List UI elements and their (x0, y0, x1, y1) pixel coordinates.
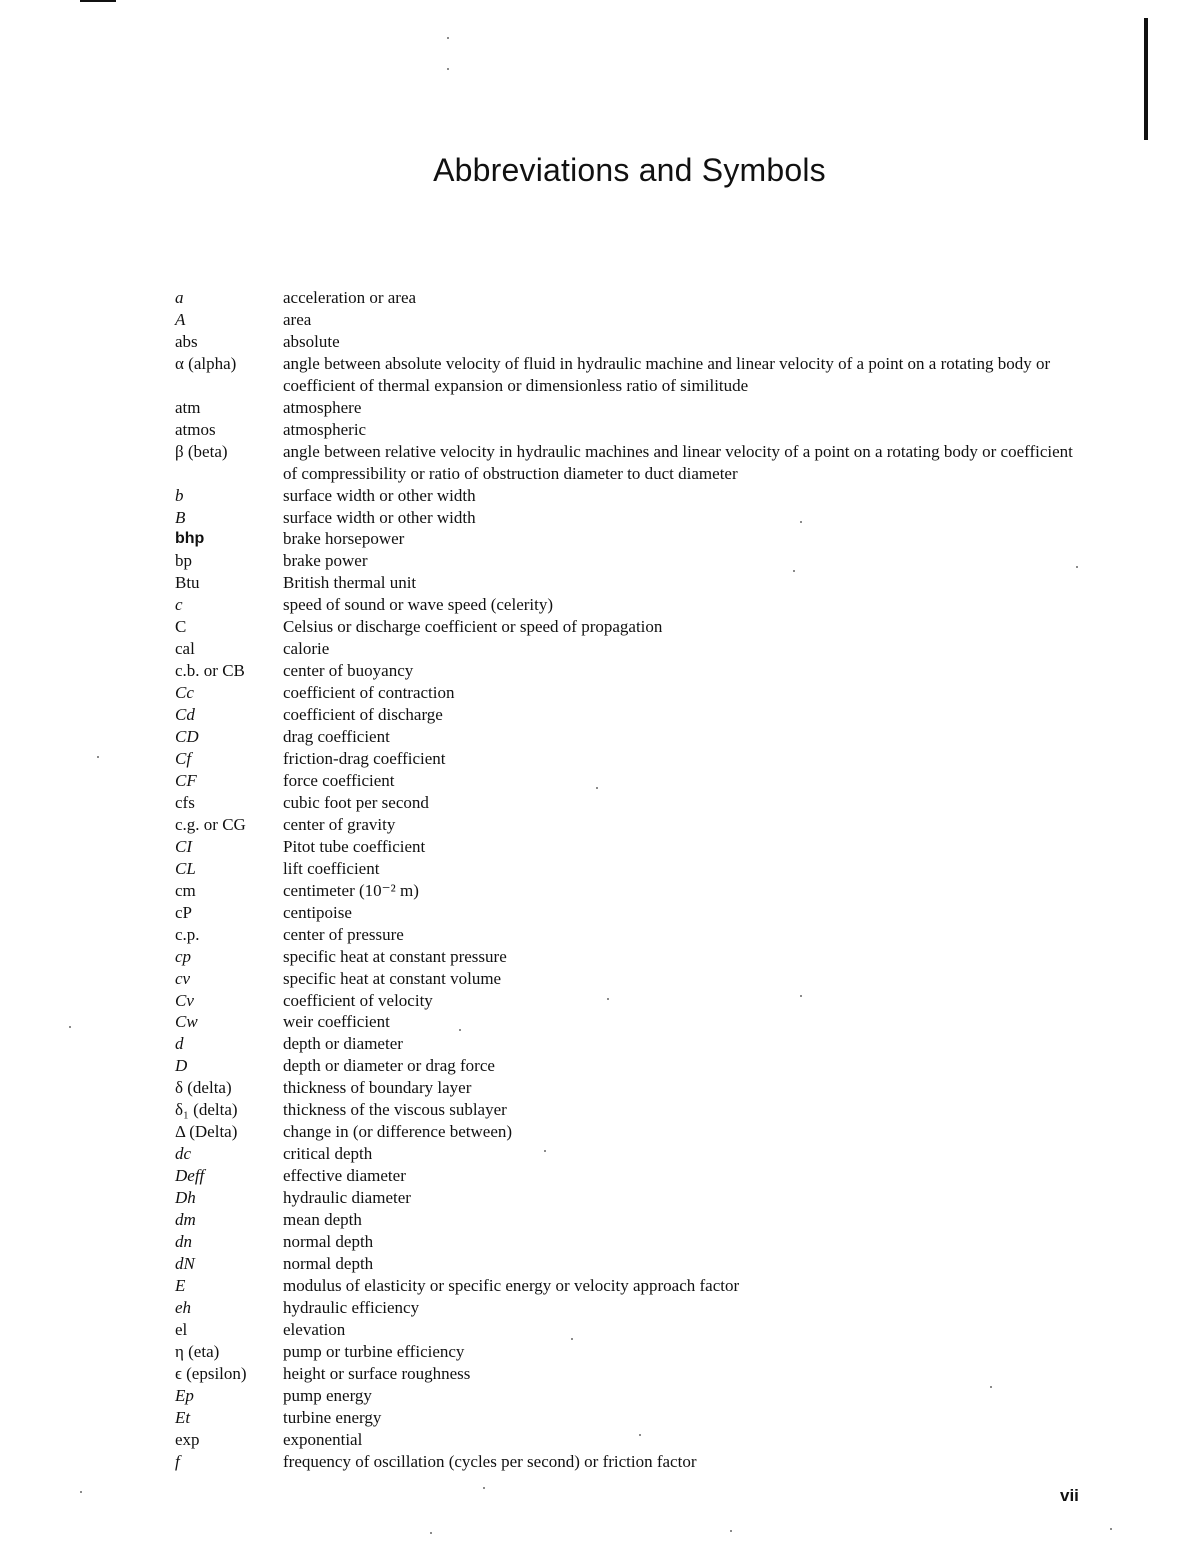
abbreviation-term: η (eta) (175, 1341, 220, 1361)
abbreviation-term: cp (175, 946, 192, 966)
abbreviation-entry (175, 309, 1075, 331)
abbreviation-entry (175, 287, 1075, 309)
abbreviation-entry (175, 1319, 1075, 1341)
abbreviation-entry (175, 1209, 1075, 1231)
abbreviation-entry (175, 946, 1075, 968)
abbreviation-term: Cv (175, 990, 194, 1010)
abbreviation-entry (175, 1187, 1075, 1209)
abbreviation-entry (175, 924, 1075, 946)
scan-speck (1076, 566, 1078, 568)
scan-speck (80, 1491, 82, 1493)
abbreviation-entry (175, 1451, 1075, 1473)
abbreviation-term: Et (175, 1407, 191, 1427)
abbreviation-entry (175, 880, 1075, 902)
abbreviation-definition: centimeter (10⁻² m) (283, 880, 419, 900)
abbreviation-entry (175, 485, 1075, 507)
abbreviation-entry (175, 770, 1075, 792)
abbreviation-entry (175, 858, 1075, 880)
abbreviation-definition: angle between relative velocity in hydraulic machines and linear velocity of a point on a rotating body or coefficient of compressibility or ratio of obstruction diameter to duct diameter (283, 441, 1073, 483)
abbreviation-term: cP (175, 902, 192, 922)
abbreviation-entry (175, 1099, 1075, 1121)
abbreviation-definition: atmosphere (283, 397, 362, 417)
abbreviation-definition: normal depth (283, 1253, 374, 1273)
abbreviation-term: atmos (175, 419, 216, 439)
abbreviation-entry (175, 1407, 1075, 1429)
abbreviation-entry (175, 660, 1075, 682)
abbreviation-entry (175, 990, 1075, 1012)
abbreviation-definition: lift coefficient (283, 858, 380, 878)
abbreviation-definition: turbine energy (283, 1407, 382, 1427)
abbreviation-entry (175, 1275, 1075, 1297)
abbreviation-definition: center of gravity (283, 814, 396, 834)
abbreviation-entry (175, 572, 1075, 594)
abbreviation-entry (175, 1165, 1075, 1187)
abbreviation-term: D (175, 1056, 188, 1076)
abbreviation-term: dc (175, 1144, 192, 1164)
abbreviation-entry (175, 638, 1075, 660)
abbreviation-entry (175, 397, 1075, 419)
scan-speck (447, 37, 449, 39)
scan-speck (97, 756, 99, 758)
abbreviation-entry (175, 1341, 1075, 1363)
abbreviation-term: bp (175, 551, 192, 571)
abbreviation-definition: brake horsepower (283, 529, 405, 549)
abbreviation-term: Dh (175, 1188, 196, 1208)
abbreviation-term: c (175, 595, 183, 615)
abbreviation-term: E (175, 1275, 186, 1295)
abbreviation-entry (175, 507, 1075, 529)
abbreviation-term: atm (175, 397, 201, 417)
abbreviation-definition: atmospheric (283, 419, 367, 439)
abbreviation-entry (175, 550, 1075, 572)
abbreviation-list (175, 287, 1075, 1472)
abbreviation-term: C (175, 617, 187, 637)
abbreviation-entry (175, 528, 1075, 550)
abbreviation-entry (175, 353, 1075, 397)
abbreviation-term: Cw (175, 1012, 198, 1032)
abbreviation-entry (175, 1033, 1075, 1055)
abbreviation-definition: pump or turbine efficiency (283, 1341, 465, 1361)
abbreviation-definition: mean depth (283, 1210, 362, 1230)
abbreviation-definition: change in (or difference between) (283, 1122, 513, 1142)
abbreviation-term: A (175, 309, 186, 329)
abbreviation-definition: absolute (283, 331, 340, 351)
abbreviation-entry (175, 1055, 1075, 1077)
abbreviation-term: δ₁ (delta) (175, 1100, 238, 1120)
abbreviation-definition: centipoise (283, 902, 352, 922)
abbreviation-definition: effective diameter (283, 1166, 406, 1186)
abbreviation-entry (175, 748, 1075, 770)
abbreviation-term: CI (175, 836, 192, 856)
abbreviation-definition: drag coefficient (283, 727, 390, 747)
scan-speck (1110, 1528, 1112, 1530)
abbreviation-entry (175, 726, 1075, 748)
abbreviation-term: B (175, 507, 186, 527)
abbreviation-definition: depth or diameter or drag force (283, 1056, 495, 1076)
scan-speck (730, 1530, 732, 1532)
abbreviation-definition: normal depth (283, 1231, 374, 1251)
abbreviation-definition: surface width or other width (283, 507, 476, 527)
scan-corner-mark (80, 0, 116, 2)
abbreviation-entry (175, 1429, 1075, 1451)
abbreviation-definition: acceleration or area (283, 288, 417, 307)
abbreviation-term: Ep (175, 1385, 194, 1405)
abbreviation-term: exp (175, 1429, 200, 1449)
page-number: vii (1060, 1486, 1079, 1505)
abbreviation-definition: angle between absolute velocity of fluid in hydraulic machine and linear velocity of a point on a rotating body or coefficient of thermal expansion or dimensionless ratio of similitude (283, 353, 1051, 395)
abbreviation-definition: specific heat at constant pressure (283, 946, 507, 966)
abbreviation-term: β (beta) (175, 441, 228, 461)
abbreviation-definition: center of pressure (283, 924, 404, 944)
abbreviation-term: abs (175, 331, 198, 351)
abbreviation-term: f (175, 1451, 180, 1471)
abbreviation-definition: hydraulic efficiency (283, 1297, 420, 1317)
page-title: Abbreviations and Symbols (433, 152, 826, 188)
abbreviation-term: b (175, 485, 184, 505)
abbreviation-term: c.p. (175, 924, 200, 944)
abbreviation-definition: depth or diameter (283, 1034, 403, 1054)
abbreviation-entry (175, 1385, 1075, 1407)
abbreviation-definition: hydraulic diameter (283, 1188, 411, 1208)
abbreviation-definition: brake power (283, 551, 368, 571)
scan-edge-bar (1144, 18, 1148, 140)
abbreviation-definition: thickness of boundary layer (283, 1078, 472, 1098)
abbreviation-term: c.b. or CB (175, 661, 245, 681)
abbreviation-definition: area (283, 309, 312, 329)
abbreviation-entry (175, 1297, 1075, 1319)
abbreviation-definition: surface width or other width (283, 485, 476, 505)
abbreviation-entry (175, 1143, 1075, 1165)
abbreviation-entry (175, 331, 1075, 353)
abbreviation-entry (175, 704, 1075, 726)
abbreviation-entry (175, 441, 1075, 485)
abbreviation-entry (175, 1253, 1075, 1275)
abbreviation-term: CF (175, 770, 197, 790)
abbreviation-term: Btu (175, 573, 200, 593)
abbreviation-entry (175, 616, 1075, 638)
abbreviation-term: el (175, 1319, 188, 1339)
abbreviation-definition: thickness of the viscous sublayer (283, 1100, 507, 1120)
abbreviation-definition: Pitot tube coefficient (283, 836, 426, 856)
abbreviation-term: dn (175, 1231, 192, 1251)
abbreviation-definition: cubic foot per second (283, 792, 429, 812)
abbreviation-entry (175, 1363, 1075, 1385)
scan-speck (447, 68, 449, 70)
abbreviation-term: α (alpha) (175, 353, 237, 373)
abbreviation-definition: center of buoyancy (283, 661, 414, 681)
abbreviation-entry (175, 682, 1075, 704)
abbreviation-term: dm (175, 1210, 196, 1230)
abbreviation-term: Deff (175, 1166, 205, 1186)
abbreviation-definition: specific heat at constant volume (283, 968, 502, 988)
scan-speck (483, 1487, 485, 1489)
abbreviation-entry (175, 814, 1075, 836)
abbreviation-definition: weir coefficient (283, 1012, 390, 1032)
abbreviation-definition: coefficient of contraction (283, 683, 455, 703)
abbreviation-term: Cc (175, 683, 194, 703)
abbreviation-definition: speed of sound or wave speed (celerity) (283, 595, 554, 615)
scan-speck (430, 1532, 432, 1534)
abbreviation-definition: frequency of oscillation (cycles per second) or friction factor (283, 1451, 697, 1471)
abbreviation-entry (175, 1231, 1075, 1253)
abbreviation-definition: critical depth (283, 1144, 373, 1164)
abbreviation-term: δ (delta) (175, 1078, 232, 1098)
abbreviation-term: Δ (Delta) (175, 1122, 238, 1142)
abbreviation-entry (175, 1077, 1075, 1099)
abbreviation-term: eh (175, 1297, 192, 1317)
abbreviation-term: cm (175, 880, 196, 900)
abbreviation-term: Cf (175, 749, 192, 769)
abbreviation-term: c.g. or CG (175, 814, 246, 834)
abbreviation-entry (175, 419, 1075, 441)
abbreviation-entry (175, 792, 1075, 814)
abbreviation-term: bhp (175, 530, 205, 548)
abbreviation-definition: exponential (283, 1429, 363, 1449)
abbreviation-definition: coefficient of velocity (283, 990, 433, 1010)
abbreviation-entry (175, 902, 1075, 924)
abbreviation-term: Cd (175, 705, 195, 725)
abbreviation-definition: modulus of elasticity or specific energy or velocity approach factor (283, 1275, 740, 1295)
abbreviation-definition: elevation (283, 1319, 346, 1339)
abbreviation-entry (175, 968, 1075, 990)
abbreviation-definition: height or surface roughness (283, 1363, 471, 1383)
abbreviation-term: cfs (175, 792, 195, 812)
abbreviation-definition: British thermal unit (283, 573, 417, 593)
abbreviation-term: cv (175, 968, 191, 988)
abbreviation-term: CL (175, 858, 196, 878)
abbreviation-entry (175, 1121, 1075, 1143)
abbreviation-entry (175, 1011, 1075, 1033)
abbreviation-term: d (175, 1034, 184, 1054)
abbreviation-definition: coefficient of discharge (283, 705, 443, 725)
abbreviation-entry (175, 836, 1075, 858)
abbreviation-definition: pump energy (283, 1385, 372, 1405)
abbreviation-definition: friction-drag coefficient (283, 749, 446, 769)
abbreviation-term: cal (175, 639, 195, 659)
abbreviation-definition: calorie (283, 639, 330, 659)
abbreviation-term: a (175, 288, 184, 307)
abbreviation-entry (175, 594, 1075, 616)
abbreviation-term: dN (175, 1253, 195, 1273)
abbreviation-definition: Celsius or discharge coefficient or speed of propagation (283, 617, 663, 637)
abbreviation-term: ϵ (epsilon) (175, 1363, 247, 1383)
scan-speck (69, 1026, 71, 1028)
abbreviation-term: CD (175, 727, 199, 747)
abbreviation-definition: force coefficient (283, 770, 395, 790)
